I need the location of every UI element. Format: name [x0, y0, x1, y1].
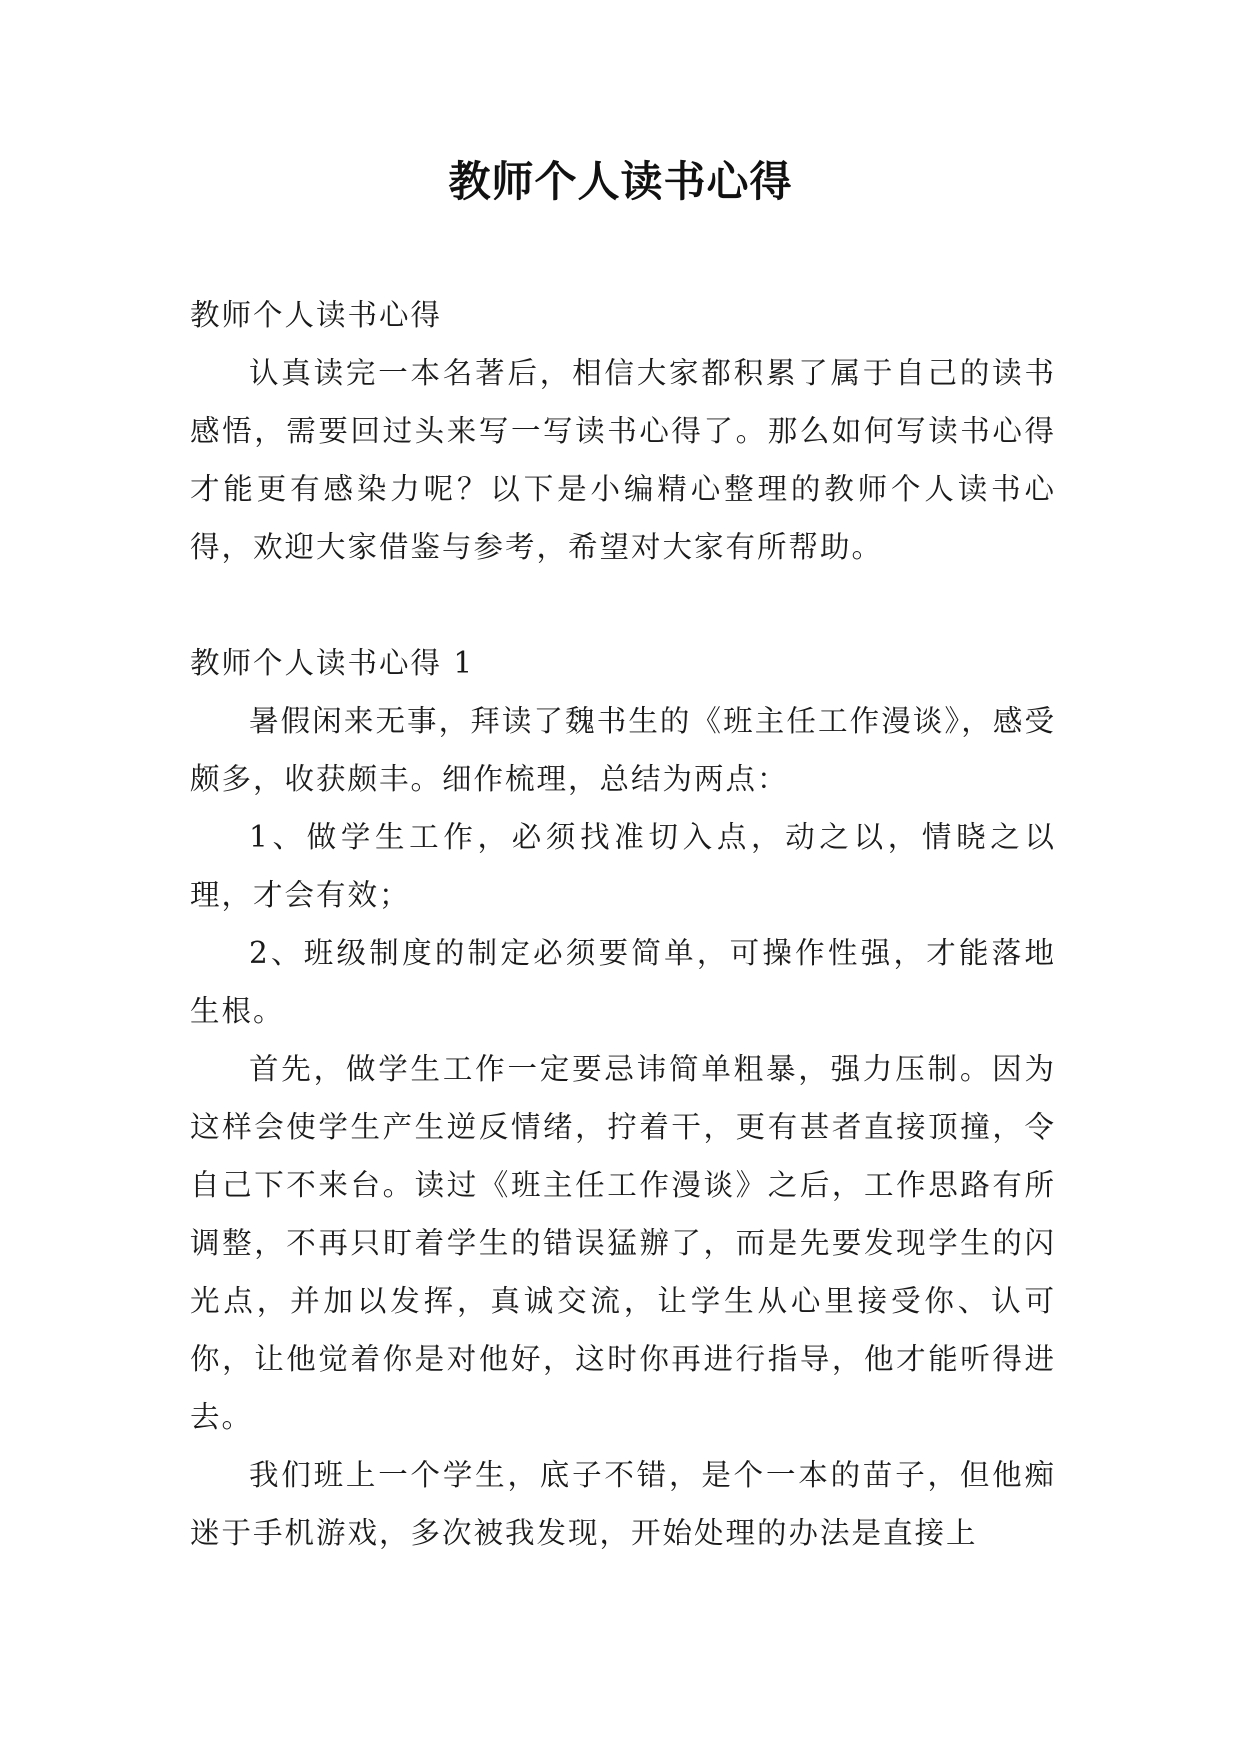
- section-heading: 教师个人读书心得: [190, 298, 443, 332]
- body-paragraph: 我们班上一个学生，底子不错，是个一本的苗子，但他痴迷于手机游戏，多次被我发现，开始处理的办法是直接上: [190, 1458, 1056, 1550]
- document-body: [190, 286, 1056, 1562]
- body-paragraph: 2、班级制度的制定必须要简单，可操作性强，才能落地生根。: [190, 936, 1056, 1028]
- section-spacer: [190, 576, 1056, 634]
- body-paragraph: 首先，做学生工作一定要忌讳简单粗暴，强力压制。因为这样会使学生产生逆反情绪，拧着干，更有甚者直接顶撞，令自己下不来台。读过《班主任工作漫谈》之后，工作思路有所调整，不再只盯着学生的错误猛辦了，而是先要发现学生的闪光点，并加以发挥，真诚交流，让学生从心里接受你、认可你，让他觉着你是对他好，这时你再进行指导，他才能听得进去。: [190, 1052, 1056, 1434]
- section-heading: 教师个人读书心得 1: [190, 646, 475, 680]
- body-paragraph: 1、做学生工作，必须找准切入点，动之以，情晓之以理，才会有效；: [190, 820, 1056, 912]
- body-paragraph: 暑假闲来无事，拜读了魏书生的《班主任工作漫谈》，感受颇多，收获颇丰。细作梳理，总结为两点：: [190, 704, 1056, 796]
- intro-paragraph: 认真读完一本名著后，相信大家都积累了属于自己的读书感悟，需要回过头来写一写读书心得了。那么如何写读书心得才能更有感染力呢？以下是小编精心整理的教师个人读书心得，欢迎大家借鉴与参考，希望对大家有所帮助。: [190, 356, 1056, 564]
- document-title: 教师个人读书心得: [448, 157, 793, 206]
